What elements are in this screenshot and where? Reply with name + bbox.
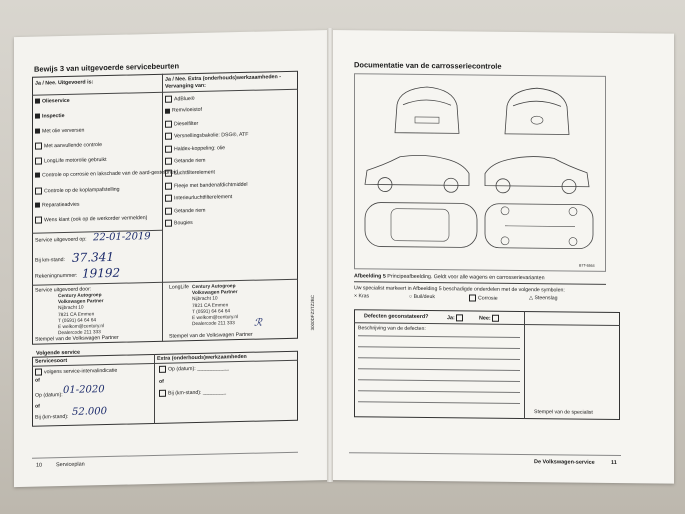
next-right-km: Bij (km-stand): ________ bbox=[159, 388, 226, 397]
next-right-of: of bbox=[159, 378, 164, 385]
right-page-title: Documentatie van de carrosseriecontrole bbox=[354, 60, 502, 71]
col2-checkbox[interactable] bbox=[165, 96, 172, 103]
defects-label: Defecten geconstateerd? bbox=[364, 313, 429, 321]
col1-checkbox[interactable] bbox=[35, 217, 42, 224]
col1-label: Controle op de koplampafstelling bbox=[44, 186, 120, 195]
stamp-label-right: Stempel van de Volkswagen Partner bbox=[169, 331, 253, 340]
col1-checkbox[interactable] bbox=[35, 128, 40, 133]
col2-checkbox[interactable] bbox=[165, 120, 172, 127]
col1-label: Wens klant (ook op de werkorder vermelden) bbox=[44, 215, 148, 224]
stamp-line: T (0591) 64 64 64 bbox=[192, 309, 231, 315]
col2-checkbox[interactable] bbox=[165, 170, 172, 177]
dealer-stamp-2 bbox=[192, 284, 238, 328]
col1-label: Controle op corrosie en lakschade van de aard-gesteldheid bbox=[42, 169, 178, 179]
col2-checkbox[interactable] bbox=[165, 207, 172, 214]
next-right-date: Op (datum): ___________ bbox=[159, 364, 229, 373]
description-lines bbox=[329, 30, 674, 34]
col2-item bbox=[165, 206, 205, 214]
next-service-title: Volgende service bbox=[36, 349, 80, 357]
col1-label: Inspectie bbox=[42, 112, 65, 120]
of-label: of bbox=[35, 403, 40, 410]
col2-item bbox=[165, 144, 225, 152]
km-label: Bij km-stand: bbox=[35, 256, 65, 264]
col2-checkbox[interactable] bbox=[165, 158, 172, 165]
stamp-line: Century Autogroep bbox=[58, 293, 102, 300]
col1-label: Met aanvullende controle bbox=[44, 142, 102, 150]
legend-dent: ○ Buil/deuk bbox=[409, 293, 435, 301]
col2-item bbox=[165, 95, 195, 103]
col2-label: Getande riem bbox=[174, 207, 206, 214]
col1-checkbox[interactable] bbox=[35, 113, 40, 118]
col2-label: Remvloeistof bbox=[172, 107, 202, 114]
legend-stonechip: △ Steenslag bbox=[529, 295, 558, 302]
invoice-value: 19192 bbox=[82, 265, 121, 281]
col2-item bbox=[165, 169, 215, 177]
legend-intro: Uw specialist markeert in Afbeelding 5 beschadigde onderdelen met de volgende symbolen: bbox=[354, 285, 565, 294]
invoice-label: Rekeningnummer: bbox=[35, 272, 78, 280]
service-date-value: 22-01-2019 bbox=[93, 231, 151, 244]
next-col2: Extra (onderhouds)werkzaamheden bbox=[157, 353, 247, 362]
col2-label: Bougies bbox=[174, 219, 193, 227]
col2-item bbox=[165, 107, 202, 114]
col1-item bbox=[35, 201, 80, 208]
stamp-line: Dealercode 211 333 bbox=[58, 330, 101, 337]
next-item-interval: volgens service-intervalindicatie bbox=[35, 367, 117, 376]
col2-checkbox[interactable] bbox=[165, 182, 172, 189]
col2-label: AdBlue® bbox=[174, 95, 195, 103]
col1-checkbox[interactable] bbox=[35, 158, 42, 165]
col2-item bbox=[165, 120, 198, 128]
col2-header: Ja / Nee. Extra (onderhouds)werkzaamheden - Vervanging van: bbox=[165, 74, 281, 90]
car-outline-views bbox=[355, 74, 605, 271]
col1-item bbox=[35, 127, 84, 134]
legend-corrosion: Corrosie bbox=[469, 294, 498, 301]
col2-item bbox=[165, 157, 205, 165]
col1-checkbox[interactable] bbox=[35, 143, 42, 150]
service-date-label: Service uitgevoerd op: bbox=[35, 236, 87, 244]
stamp-label-left: Stempel van de Volkswagen Partner bbox=[35, 334, 119, 343]
specialist-stamp-label: Stempel van de specialist bbox=[534, 409, 593, 416]
col2-label: Fleeje met bandenafdichtmiddel bbox=[174, 181, 248, 190]
km-value: 37.341 bbox=[72, 249, 114, 265]
col2-checkbox[interactable] bbox=[165, 195, 172, 202]
stamp-line: 7821 CA Emmen bbox=[192, 302, 229, 309]
col2-label: Haldex-koppeling: olie bbox=[174, 144, 226, 152]
col1-item bbox=[35, 113, 65, 120]
next-km-value: 52.000 bbox=[72, 406, 107, 418]
yes-checkbox[interactable] bbox=[456, 314, 463, 321]
next-km-label: Bij (km-stand): bbox=[35, 413, 69, 421]
dealer-stamp-1 bbox=[58, 293, 104, 337]
next-date-value: 01-2020 bbox=[63, 384, 105, 397]
side-code: 3000DFZ3TZ2BC bbox=[310, 294, 315, 331]
figure-caption: Afbeelding 5 Principeafbeelding. Geldt voor alle wagens en carrosserievarianten bbox=[354, 273, 545, 282]
col2-label: Dieselfilter bbox=[174, 120, 199, 128]
service-booklet bbox=[14, 30, 674, 480]
col1-label: LongLife motorolie gebruikt bbox=[44, 157, 107, 165]
col1-header: Ja / Nee. Uitgevoerd is: bbox=[35, 79, 94, 87]
col2-checkbox[interactable] bbox=[165, 145, 172, 152]
col2-checkbox[interactable] bbox=[165, 133, 172, 140]
right-page bbox=[329, 30, 674, 484]
col1-label: Reparatieadvies bbox=[42, 201, 80, 209]
right-footer: De Volkswagen-service bbox=[534, 459, 595, 466]
longlife-label: LongLife bbox=[169, 284, 189, 291]
right-page-number: 11 bbox=[611, 459, 617, 467]
col1-checkbox[interactable] bbox=[35, 99, 40, 104]
stamp-line: Volkswagen Partner bbox=[192, 290, 238, 297]
col1-checkbox[interactable] bbox=[35, 173, 40, 178]
left-page-number: 10 bbox=[36, 462, 43, 469]
col2-item bbox=[165, 219, 193, 227]
col2-label: Interieurluchtfilterelement bbox=[174, 194, 233, 202]
stamp-line: E welkom@century.nl bbox=[58, 324, 105, 331]
col1-checkbox[interactable] bbox=[35, 187, 42, 194]
booklet-spine bbox=[327, 28, 333, 482]
next-date-label: Op (datum): bbox=[35, 392, 63, 399]
next-item-of: of bbox=[35, 377, 40, 384]
car-diagram bbox=[354, 73, 606, 272]
stamp-line: 7821 CA Emmen bbox=[58, 311, 95, 318]
col2-checkbox[interactable] bbox=[165, 108, 170, 113]
col1-label: Met olie verversen bbox=[42, 127, 85, 135]
next-col1: Servicesoort bbox=[35, 357, 68, 365]
handwritten-initials: ℛ bbox=[254, 317, 262, 329]
stamp-line: E welkom@century.nl bbox=[192, 315, 239, 322]
figure-code: B7T-5564 bbox=[579, 263, 595, 268]
stamp-line: Volkswagen Partner bbox=[58, 299, 104, 306]
stamp-line: Dealercode 211 333 bbox=[192, 321, 235, 328]
col1-label: Olieservice bbox=[42, 97, 70, 105]
left-page bbox=[14, 30, 329, 487]
description-label: Beschrijving van de defecten: bbox=[358, 325, 426, 333]
dealer-label: Service uitgevoerd door: bbox=[35, 286, 92, 294]
col2-checkbox[interactable] bbox=[165, 220, 172, 227]
stamp-line: T (0591) 64 64 64 bbox=[58, 318, 97, 324]
legend-scratch: × Kras bbox=[354, 293, 370, 300]
col1-checkbox[interactable] bbox=[35, 202, 40, 207]
no-label: Nee: bbox=[479, 315, 501, 322]
stamp-line: Nijbracht 10 bbox=[58, 305, 84, 312]
yes-label: Ja: bbox=[447, 314, 465, 321]
col2-label: Versnellingsbakolie: DSG®, ATF bbox=[174, 131, 249, 140]
stamp-line: Nijbracht 10 bbox=[192, 296, 218, 303]
stamp-line: Century Autogroep bbox=[192, 284, 236, 291]
left-page-title: Bewijs 3 van uitgevoerde servicebeurten bbox=[34, 61, 180, 74]
col1-item bbox=[35, 98, 70, 105]
no-checkbox[interactable] bbox=[492, 315, 499, 322]
col2-label: Getande riem bbox=[174, 157, 206, 165]
left-footer: Serviceplan bbox=[56, 461, 85, 469]
col2-label: Luchtfilterelement bbox=[174, 169, 215, 177]
